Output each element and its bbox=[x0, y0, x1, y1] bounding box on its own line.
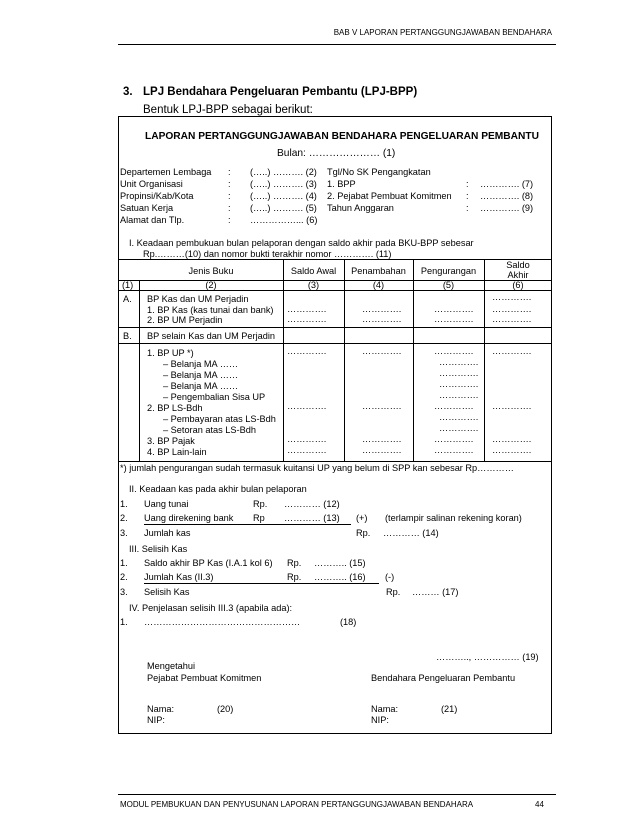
sign-right-ref: (21) bbox=[441, 704, 458, 714]
cell-dots: …………. bbox=[362, 304, 402, 314]
row-number: 1. bbox=[120, 558, 128, 568]
row-label: 2. BP LS-Bdh bbox=[147, 403, 203, 413]
plus-sign: (+) bbox=[356, 513, 368, 523]
minus-sign: (-) bbox=[385, 572, 395, 582]
row-code: A. bbox=[123, 294, 132, 304]
footer-rule bbox=[118, 794, 556, 795]
row-label: 1. BP Kas (kas tunai dan bank) bbox=[147, 305, 274, 315]
field-colon: : bbox=[228, 203, 231, 213]
section-intro: Bentuk LPJ-BPP sebagai berikut: bbox=[143, 104, 313, 116]
footer-text: MODUL PEMBUKUAN DAN PENYUSUNAN LAPORAN PERTANGGUNGJAWABAN BENDAHARA bbox=[120, 800, 474, 809]
cell-dots: …………. bbox=[287, 304, 327, 314]
row-label: BP selain Kas dan UM Perjadin bbox=[147, 331, 276, 341]
cell-dots: …………. bbox=[434, 304, 474, 314]
row-number: 2. bbox=[120, 572, 128, 582]
field-colon: : bbox=[466, 191, 469, 201]
part2-title: II. Keadaan kas pada akhir bulan pelaporan bbox=[129, 484, 307, 494]
field-value: …………. (8) bbox=[480, 191, 534, 201]
field-value: (…..) ………. (5) bbox=[250, 203, 317, 213]
row-rp: Rp bbox=[253, 513, 265, 523]
row-code: B. bbox=[123, 331, 132, 341]
field-value: (…..) ………. (3) bbox=[250, 179, 317, 189]
row-value: ………… (13) bbox=[284, 513, 340, 523]
col-header: Akhir bbox=[507, 270, 529, 280]
field-label: Tgl/No SK Pengangkatan bbox=[327, 167, 431, 177]
section-title: LPJ Bendahara Pengeluaran Pembantu (LPJ-BPP) bbox=[143, 86, 418, 98]
sign-right-title: Bendahara Pengeluaran Pembantu bbox=[371, 673, 516, 683]
place-date: ……….., …………… (19) bbox=[436, 652, 539, 662]
row-label: 3. BP Pajak bbox=[147, 436, 195, 446]
col-number: (6) bbox=[512, 280, 524, 290]
row-rp: Rp. bbox=[356, 528, 371, 538]
row-label: Jumlah kas bbox=[144, 528, 191, 538]
row-value: ………… (12) bbox=[284, 499, 340, 509]
col-header: Saldo Awal bbox=[290, 266, 337, 276]
field-label: Unit Organisasi bbox=[120, 179, 183, 189]
cell-dots: …………. bbox=[434, 445, 474, 455]
cell-dots: …………. bbox=[362, 434, 402, 444]
form-title: LAPORAN PERTANGGUNGJAWABAN BENDAHARA PENGELUARAN PEMBANTU bbox=[145, 131, 539, 142]
part4-title: IV. Penjelasan selisih III.3 (apabila ada): bbox=[129, 603, 293, 613]
field-value: …………. (9) bbox=[480, 203, 534, 213]
row-label: Uang tunai bbox=[144, 499, 189, 509]
form-bulan: Bulan: ………………… (1) bbox=[277, 148, 396, 159]
field-label: 1. BPP bbox=[327, 179, 356, 189]
col-number: (5) bbox=[442, 280, 455, 290]
cell-dots: …………. bbox=[492, 304, 532, 314]
row-dots: …………………………………………… bbox=[144, 617, 301, 627]
row-rp: Rp. bbox=[287, 572, 302, 582]
sum-rule bbox=[144, 524, 351, 525]
cell-dots: …………. bbox=[439, 357, 479, 367]
row-number: 1. bbox=[120, 617, 128, 627]
running-header: BAB V LAPORAN PERTANGGUNGJAWABAN BENDAHARA bbox=[333, 28, 552, 37]
col-header: Saldo bbox=[506, 260, 530, 270]
cell-dots: …………. bbox=[439, 379, 479, 389]
cell-dots: …………. bbox=[492, 292, 532, 302]
field-value: (…..) ………. (2) bbox=[250, 167, 317, 177]
row-value: ……….. (15) bbox=[314, 558, 366, 568]
cell-dots: …………. bbox=[287, 314, 327, 324]
row-number: 3. bbox=[120, 587, 128, 597]
row-label: – Belanja MA …… bbox=[163, 370, 239, 380]
field-label: Propinsi/Kab/Kota bbox=[120, 191, 194, 201]
row-label: 1. BP UP *) bbox=[147, 348, 194, 358]
row-value: ……….. (16) bbox=[314, 572, 366, 582]
field-value: (…..) ………. (4) bbox=[250, 191, 317, 201]
cell-dots: …………. bbox=[492, 445, 532, 455]
cell-dots: …………. bbox=[434, 401, 474, 411]
field-value: …………. (7) bbox=[480, 179, 534, 189]
field-colon: : bbox=[228, 215, 231, 225]
row-label: Uang direkening bank bbox=[144, 513, 234, 523]
row-rp: Rp. bbox=[386, 587, 401, 597]
part1-line1: I. Keadaan pembukuan bulan pelaporan dengan saldo akhir pada BKU-BPP sebesar bbox=[129, 238, 474, 248]
cell-dots: …………. bbox=[434, 434, 474, 444]
row-ref: (18) bbox=[340, 617, 357, 627]
row-label: Selisih Kas bbox=[144, 587, 190, 597]
row-rp: Rp. bbox=[287, 558, 302, 568]
sign-right-nama: Nama: bbox=[371, 704, 399, 714]
field-label: Departemen Lembaga bbox=[120, 167, 212, 177]
field-colon: : bbox=[466, 203, 469, 213]
section-number: 3. bbox=[123, 86, 133, 98]
row-value: ………… (14) bbox=[383, 528, 439, 538]
cell-dots: …………. bbox=[439, 390, 479, 400]
col-header: Penambahan bbox=[351, 266, 406, 276]
sign-right-nip: NIP: bbox=[371, 715, 389, 725]
row-value: ……… (17) bbox=[412, 587, 459, 597]
field-label: 2. Pejabat Pembuat Komitmen bbox=[327, 191, 452, 201]
col-number: (1) bbox=[122, 280, 134, 290]
cell-dots: …………. bbox=[287, 445, 327, 455]
sign-left-nip: NIP: bbox=[147, 715, 165, 725]
row-label: – Belanja MA …… bbox=[163, 359, 239, 369]
row-label: 2. BP UM Perjadin bbox=[147, 315, 223, 325]
col-number: (4) bbox=[372, 280, 385, 290]
cell-dots: …………. bbox=[362, 445, 402, 455]
sign-left-ref: (20) bbox=[217, 704, 234, 714]
cell-dots: …………. bbox=[492, 434, 532, 444]
sign-left-nama: Nama: bbox=[147, 704, 175, 714]
row-label: BP Kas dan UM Perjadin bbox=[147, 294, 249, 304]
row-rp: Rp. bbox=[253, 499, 268, 509]
col-header: Pengurangan bbox=[420, 266, 477, 276]
page-number: 44 bbox=[535, 800, 544, 809]
row-label: – Pembayaran atas LS-Bdh bbox=[163, 414, 276, 424]
col-number: (2) bbox=[205, 280, 217, 290]
cell-dots: …………. bbox=[287, 346, 327, 356]
field-colon: : bbox=[228, 179, 231, 189]
cell-dots: …………. bbox=[362, 346, 402, 356]
row-note: (terlampir salinan rekening koran) bbox=[385, 513, 522, 523]
cell-dots: …………. bbox=[362, 314, 402, 324]
cell-dots: …………. bbox=[287, 401, 327, 411]
sign-left-l1: Mengetahui bbox=[147, 661, 196, 671]
cell-dots: …………. bbox=[439, 412, 479, 422]
field-label: Satuan Kerja bbox=[120, 203, 174, 213]
cell-dots: …………. bbox=[439, 423, 479, 433]
row-label: Jumlah Kas (II.3) bbox=[144, 572, 214, 582]
field-label: Alamat dan Tlp. bbox=[120, 215, 185, 225]
row-number: 2. bbox=[120, 513, 128, 523]
cell-dots: …………. bbox=[492, 314, 532, 324]
cell-dots: …………. bbox=[362, 401, 402, 411]
header-rule bbox=[118, 44, 556, 45]
row-label: Saldo akhir BP Kas (I.A.1 kol 6) bbox=[144, 558, 273, 568]
field-colon: : bbox=[228, 191, 231, 201]
field-label: Tahun Anggaran bbox=[327, 203, 394, 213]
cell-dots: …………. bbox=[439, 368, 479, 378]
row-number: 1. bbox=[120, 499, 128, 509]
field-colon: : bbox=[466, 179, 469, 189]
sum-rule bbox=[144, 583, 379, 584]
cell-dots: …………. bbox=[287, 434, 327, 444]
field-value: ……………... (6) bbox=[250, 215, 318, 225]
cell-dots: …………. bbox=[492, 401, 532, 411]
part1-line2: Rp.………(10) dan nomor bukti terakhir nomor …………. (11) bbox=[143, 249, 392, 259]
col-header: Jenis Buku bbox=[188, 266, 234, 276]
row-label: – Pengembalian Sisa UP bbox=[163, 392, 266, 402]
part3-title: III. Selisih Kas bbox=[129, 544, 188, 554]
row-label: – Setoran atas LS-Bdh bbox=[163, 425, 256, 435]
row-label: 4. BP Lain-lain bbox=[147, 447, 207, 457]
row-label: – Belanja MA …… bbox=[163, 381, 239, 391]
col-number: (3) bbox=[307, 280, 320, 290]
sign-left-title: Pejabat Pembuat Komitmen bbox=[147, 673, 262, 683]
field-colon: : bbox=[228, 167, 231, 177]
cell-dots: …………. bbox=[492, 346, 532, 356]
cell-dots: …………. bbox=[434, 346, 474, 356]
table-footnote: *) jumlah pengurangan sudah termasuk kuitansi UP yang belum di SPP kan sebesar Rp………… bbox=[120, 463, 514, 473]
cell-dots: …………. bbox=[434, 314, 474, 324]
row-number: 3. bbox=[120, 528, 128, 538]
